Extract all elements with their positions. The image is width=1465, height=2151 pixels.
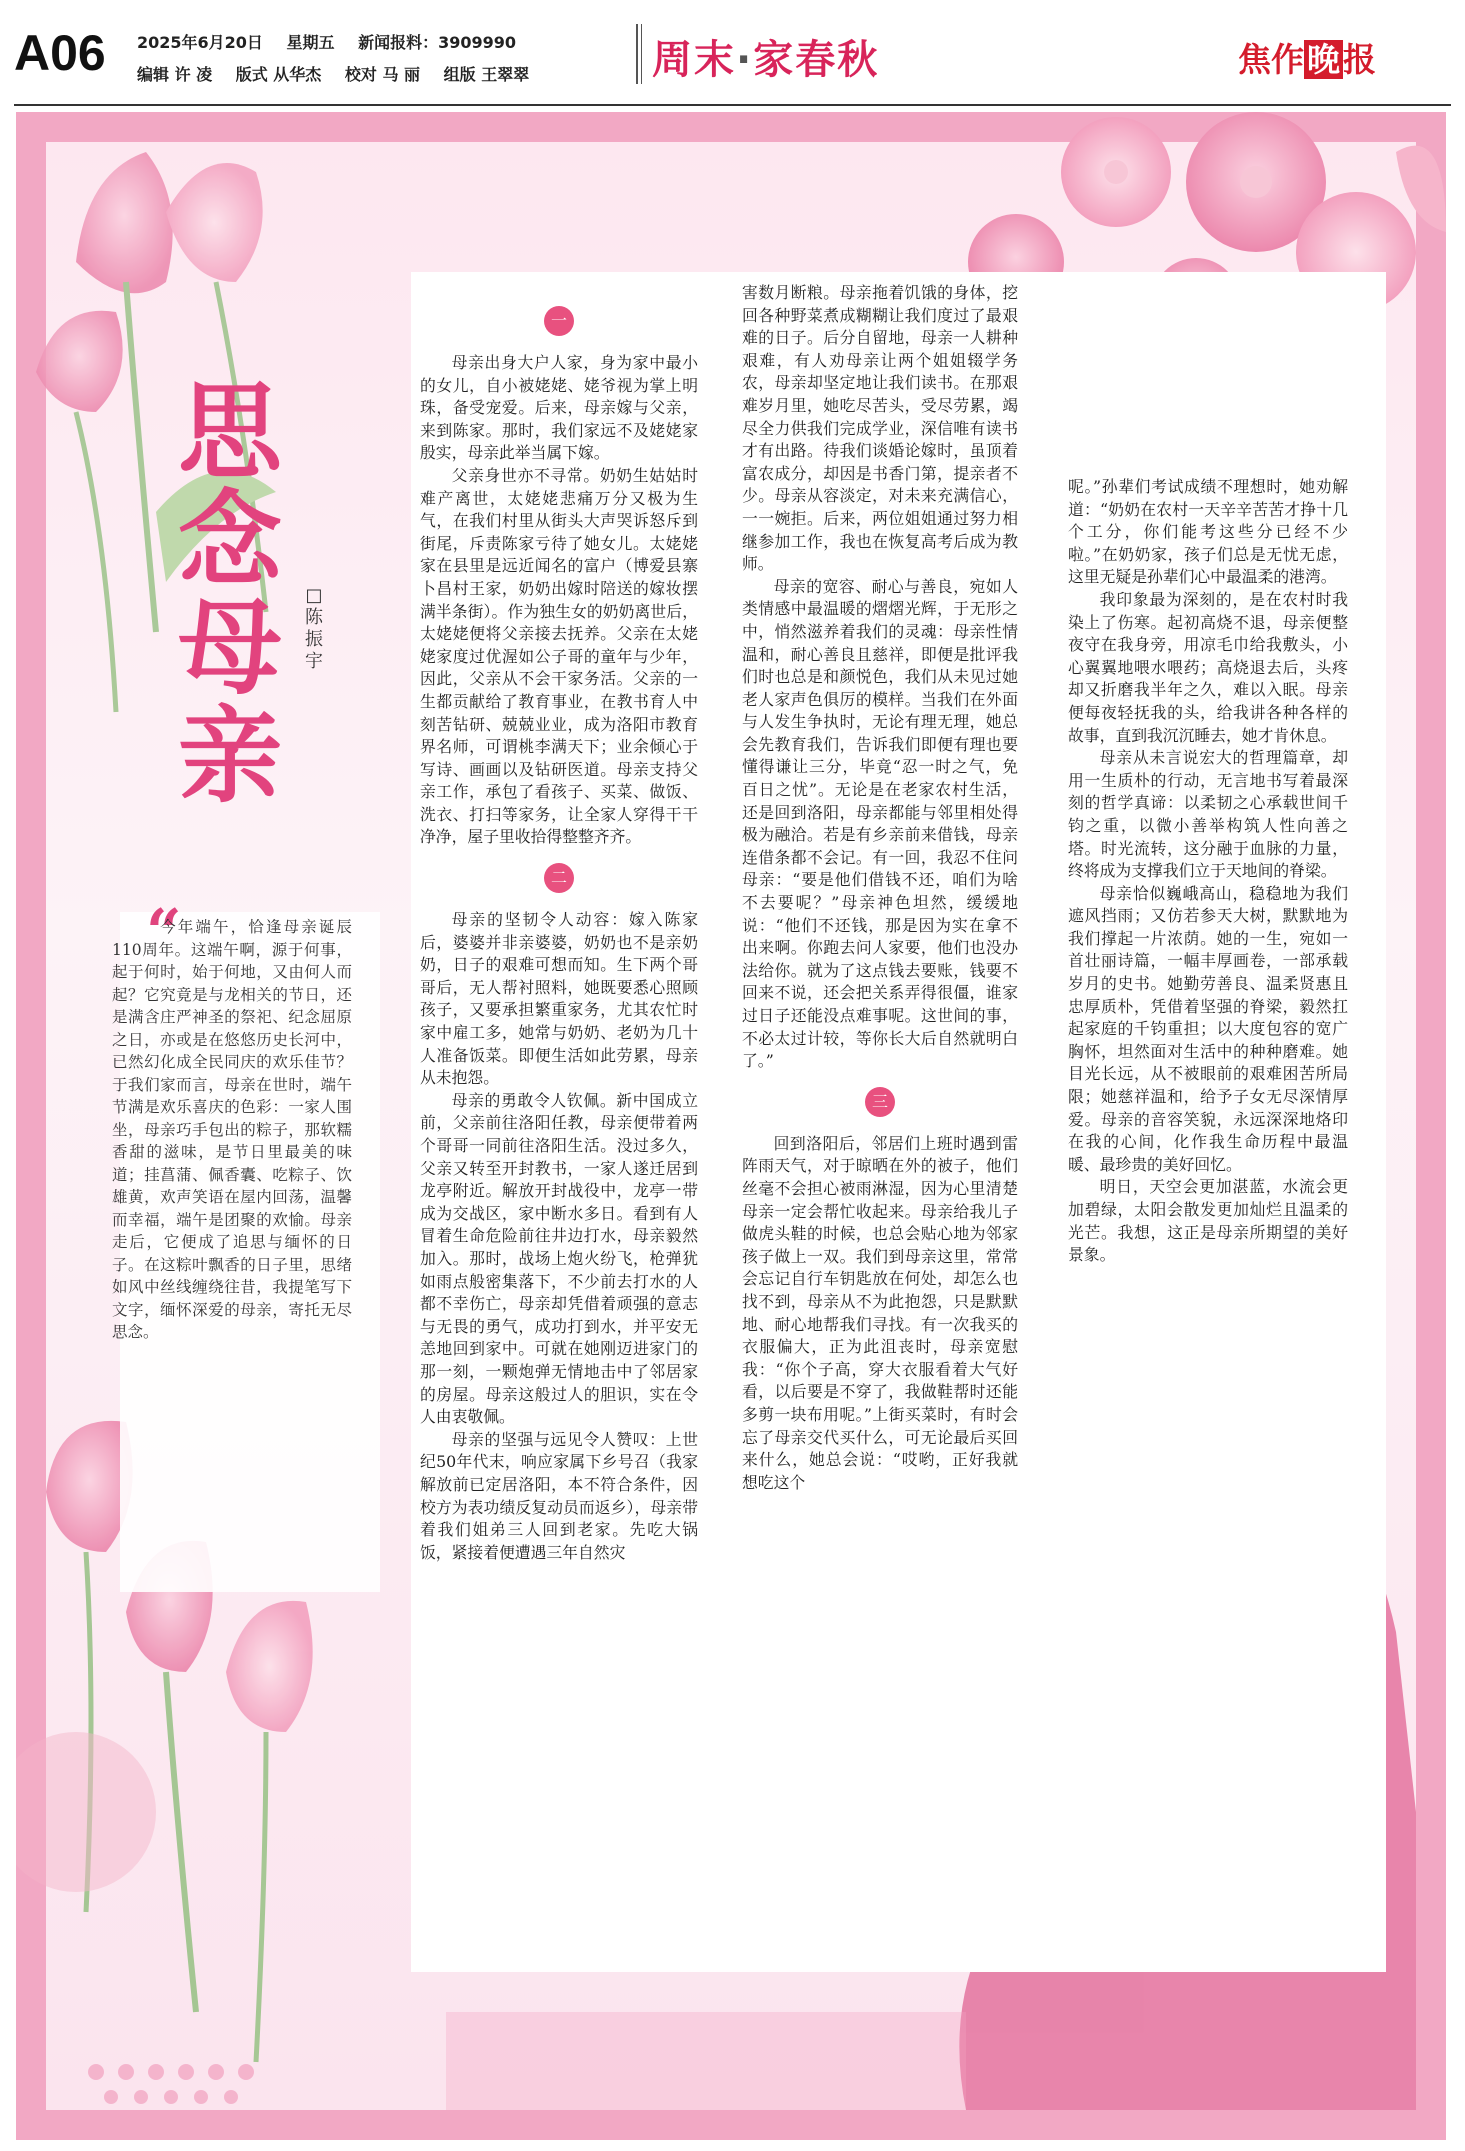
section-title-a: 周末: [652, 37, 736, 83]
header-divider: [636, 24, 638, 84]
title-char: 思: [177, 371, 282, 493]
paragraph: 明日，天空会更加湛蓝，水流会更加碧绿，太阳会散发更加灿烂且温柔的光芒。我想，这正是母亲所期望的美好景象。: [1068, 1177, 1348, 1265]
page-header: [0, 0, 1465, 100]
credit-compose: 组版 王翠翠: [443, 65, 530, 84]
credit-proof: 校对 马 丽: [344, 65, 421, 84]
intro-text: 今年端午，恰逢母亲诞辰110周年。这端午啊，源于何事，起于何时，始于何地，又由何人而起？它究竟是与龙相关的节日，还是满含庄严神圣的祭祀、纪念屈原之日，亦或是在悠悠历史长河中，已然幻化成全民同庆的欢乐佳节？于我们家而言，母亲在世时，端午节满是欢乐喜庆的色彩：一家人围坐，母亲巧手包出的粽子，那软糯香甜的滋味，是节日里最美的味道；挂菖蒲、佩香囊、吃粽子、饮雄黄，欢声笑语在屋内回荡，温馨而幸福，端午是团聚的欢愉。母亲走后，它便成了追思与缅怀的日子。在这粽叶飘香的日子里，思绪如风中丝线缠绕往昔，我提笔写下文字，缅怀深爱的母亲，寄托无尽思念。: [112, 918, 352, 1341]
author-mark: □: [305, 585, 323, 606]
section-title-dot: ·: [736, 37, 754, 83]
author-char: 陈: [305, 607, 323, 628]
issue-date: 2025年6月20日: [137, 33, 263, 52]
section-badge-3: 三: [865, 1087, 895, 1117]
paragraph: 害数月断粮。母亲拖着饥饿的身体，挖回各种野菜煮成糊糊让我们度过了最艰难的日子。后分自留地，母亲一人耕种艰难，有人劝母亲让两个姐姐辍学务农，母亲却坚定地让我们读书。在那艰难岁月里，她吃尽苦头，受尽劳累，竭尽全力供我们完成学业，深信唯有读书才有出路。待我们谈婚论嫁时，虽顶着富农成分，却因是书香门第，提亲者不少。母亲从容淡定，对未来充满信心，一一婉拒。后来，两位姐姐通过努力相继参加工作，我也在恢复高考后成为教师。: [742, 283, 1018, 574]
section-title: [652, 28, 879, 85]
author-char: 宇: [305, 651, 323, 672]
paragraph: 母亲的勇敢令人钦佩。新中国成立前，父亲前往洛阳任教，母亲便带着两个哥哥一同前往洛阳生活。没过多久，父亲又转至开封教书，一家人遂迁居到龙亭附近。解放开封战役中，龙亭一带成为交战区，家中断水多日。看到有人冒着生命危险前往井边打水，母亲毅然加入。那时，战场上炮火纷飞，枪弹犹如雨点般密集落下，不少前去打水的人都不幸伤亡，母亲却凭借着顽强的意志与无畏的勇气，成功打到水，并平安无恙地回到家中。可就在她刚迈进家门的那一刻，一颗炮弹无情地击中了邻居家的房屋。母亲这般过人的胆识，实在令人由衷敬佩。: [420, 1090, 698, 1427]
title-char: 亲: [177, 695, 282, 817]
paragraph: 我印象最为深刻的，是在农村时我染上了伤寒。起初高烧不退，母亲便整夜守在我身旁，用凉毛巾给我敷头，小心翼翼地喂水喂药；高烧退去后，头疼却又折磨我半年之久，难以入眠。母亲便每夜轻抚我的头，给我讲各种各样的故事，直到我沉沉睡去，她才肯休息。: [1068, 589, 1348, 745]
credit-editor: 编辑 许 凌: [137, 65, 213, 84]
article-column-3: [1068, 476, 1348, 1267]
paper-logo-b: 晚: [1304, 40, 1343, 79]
news-hotline: 新闻报料：3909990: [358, 33, 517, 52]
issue-weekday: 星期五: [286, 33, 335, 52]
paper-logo-c: 报: [1343, 40, 1376, 79]
title-char: 念: [177, 479, 282, 601]
paragraph: 母亲的坚强与远见令人赞叹：上世纪50年代末，响应家属下乡号召（我家解放前已定居洛阳，本不符合条件，因校方为表功绩反复动员而返乡），母亲带着我们姐弟三人回到老家。先吃大锅饭，紧接着便遭遇三年自然灾: [420, 1429, 698, 1562]
article-column-2: [742, 282, 1018, 1494]
quote-mark-icon: “: [146, 895, 182, 968]
section-badge-2: 二: [544, 863, 574, 893]
paragraph: 呢。”孙辈们考试成绩不理想时，她劝解道：“奶奶在农村一天辛辛苦苦才挣十几个工分，你们能考这些分已经不少啦。”在奶奶家，孩子们总是无忧无虑，这里无疑是孙辈们心中最温柔的港湾。: [1068, 477, 1348, 587]
author-char: 振: [305, 629, 323, 650]
paragraph: 母亲的宽容、耐心与善良，宛如人类情感中最温暖的熠熠光辉，于无形之中，悄然滋养着我们的灵魂：母亲性情温和，耐心善良且慈祥，即便是批评我们时也总是和颜悦色，我们从未见过她老人家声色俱厉的模样。当我们在外面与人发生争执时，无论有理无理，她总会先教育我们，告诉我们即便有理也要懂得谦让三分，毕竟“忍一时之气，免百日之忧”。无论是在老家农村生活，还是回到洛阳，母亲都能与邻里相处得极为融洽。若是有乡亲前来借钱，母亲连借条都不会记。有一回，我忍不住问母亲：“要是他们借钱不还，咱们为啥不去要呢？”母亲神色坦然，缓缓地说：“他们不还钱，那是因为实在拿不出来啊。你跑去问人家要，他们也没办法给你。就为了这点钱去要账，钱要不回来不说，还会把关系弄得很僵，谁家过日子还能没点难事呢。这世间的事，不必太过计较，等你长大后自然就明白了。”: [742, 576, 1018, 1071]
paragraph: 父亲身世亦不寻常。奶奶生姑姑时难产离世，太姥姥悲痛万分又极为生气，在我们村里从街头大声哭诉怒斥到街尾，斥责陈家亏待了她女儿。太姥姥家在县里是远近闻名的富户（博爱县寨卜昌村王家，奶奶出嫁时陪送的嫁妆摆满半条街）。作为独生女的奶奶离世后，太姥姥便将父亲接去抚养。父亲在太姥姥家度过优渥如公子哥的童年与少年，因此，父亲从不会干家务活。父亲的一生都贡献给了教育事业，在教书育人中刻苦钻研、兢兢业业，成为洛阳市教育界名师，可谓桃李满天下；业余倾心于写诗、画画以及钻研医道。母亲支持父亲工作，承包了看孩子、买菜、做饭、洗衣、打扫等家务，让全家人穿得干干净净，屋子里收拾得整整齐齐。: [420, 465, 698, 847]
issue-info: [137, 30, 534, 53]
article-column-1: [420, 292, 698, 1564]
paragraph: 母亲出身大户人家，身为家中最小的女儿，自小被姥姥、姥爷视为掌上明珠，备受宠爱。后来，母亲嫁与父亲，来到陈家。那时，我们家远不及姥姥家殷实，母亲此举当属下嫁。: [420, 353, 698, 463]
credit-layout: 版式 从华杰: [235, 65, 322, 84]
paragraph: 母亲从未言说宏大的哲理篇章，却用一生质朴的行动，无言地书写着最深刻的哲学真谛：以柔韧之心承载世间千钧之重，以微小善举构筑人性向善之塔。时光流转，这分融于血脉的力量，终将成为支撑我们立于天地间的脊梁。: [1068, 748, 1348, 881]
staff-credits: [137, 62, 547, 85]
article-intro: [112, 916, 352, 1344]
paragraph: 母亲恰似巍峨高山，稳稳地为我们遮风挡雨；又仿若参天大树，默默地为我们撑起一片浓荫。她的一生，宛如一首壮丽诗篇，一幅丰厚画卷，一部承载岁月的史书。她勤劳善良、温柔贤惠且忠厚质朴，凭借着坚强的脊梁，毅然扛起家庭的千钧重担；以大度包容的宽广胸怀，坦然面对生活中的种种磨难。她目光长远，从不被眼前的艰难困苦所局限；她慈祥温和，给予子女无尽深情厚爱。母亲的音容笑貌，永远深深地烙印在我的心间，化作我生命历程中最温暖、最珍贵的美好回忆。: [1068, 883, 1348, 1174]
halftone-pattern-icon: [88, 2012, 966, 2110]
article-title: [160, 371, 300, 817]
page-number: A06: [14, 25, 106, 81]
paragraph: 母亲的坚韧令人动容：嫁入陈家后，婆婆并非亲婆婆，奶奶也不是亲奶奶，日子的艰难可想而知。生下两个哥哥后，无人帮衬照料，她既要悉心照顾孩子，又要承担繁重家务，尤其农忙时家中雇工多，她常与奶奶、老奶为几十人准备饭菜。即便生活如此劳累，母亲从未抱怨。: [420, 910, 698, 1088]
section-badge-1: 一: [544, 306, 574, 336]
paragraph: 回到洛阳后，邻居们上班时遇到雷阵雨天气，对于晾晒在外的被子，他们丝毫不会担心被雨淋湿，因为心里清楚母亲一定会帮忙收起来。母亲给我儿子做虎头鞋的时候，也总会贴心地为邻家孩子做上一双。我们到母亲这里，常常会忘记自行车钥匙放在何处，却怎么也找不到，母亲从不为此抱怨，只是默默地、耐心地帮我们寻找。有一次我买的衣服偏大，正为此沮丧时，母亲宽慰我：“你个子高，穿大衣服看着大气好看，以后要是不穿了，我做鞋帮时还能多剪一块布用呢。”上街买菜时，有时会忘了母亲交代买什么，可无论最后买回来什么，她总会说：“哎哟，正好我就想吃这个: [742, 1133, 1018, 1492]
header-divider-thin: [641, 24, 642, 84]
title-char: 母: [177, 587, 282, 709]
article-author: [302, 585, 326, 673]
paper-logo-a: 焦作: [1238, 40, 1304, 79]
newspaper-logo: [1238, 34, 1376, 81]
header-rule: [14, 104, 1451, 106]
section-title-b: 家春秋: [753, 37, 880, 83]
